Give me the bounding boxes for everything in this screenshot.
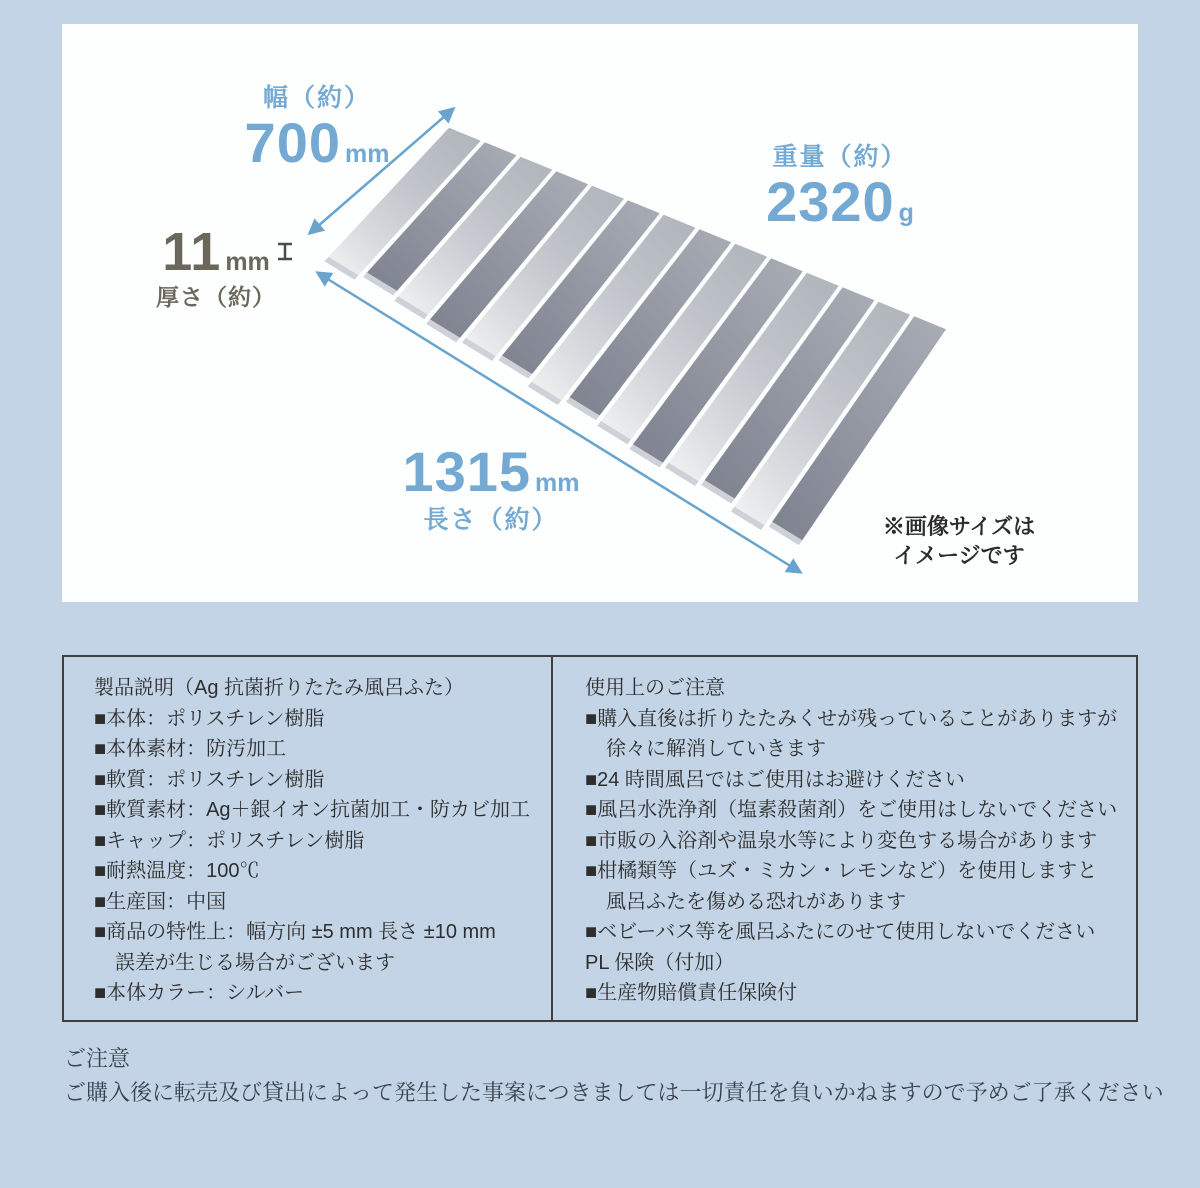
spec-line: 誤差が生じる場合がございます [115,951,395,974]
thickness-value: 11 [162,222,222,282]
spec-line: 風呂ふたを傷める恐れがあります [606,890,906,913]
spec-line: ■購入直後は折りたたみくせが残っていることがありますが [585,707,1118,730]
length-dimension [391,441,591,534]
spec-box [62,655,1138,1022]
length-label: 長さ（約） [423,506,559,534]
footer-note-body: ご購入後に転売及び貸出によって発生した事案につきましては一切責任を負いかねますので予めご了承ください [64,1080,1164,1105]
spec-line: ■軟質：ポリスチレン樹脂 [94,768,325,791]
usage-notes-column [553,657,1136,1020]
product-description-title: 製品説明（Ag 抗菌折りたたみ風呂ふた） [94,677,465,699]
product-diagram-card [62,24,1138,602]
width-value: 700 [244,111,341,174]
spec-line: ■24 時間風呂ではご使用はお避けください [585,768,965,791]
weight-value: 2320 [766,170,895,233]
product-description-list [94,704,545,1009]
spec-line: ■キャップ：ポリスチレン樹脂 [94,829,365,852]
width-unit: mm [344,140,390,168]
spec-line: ■風呂水洗浄剤（塩素殺菌剤）をご使用はしないでください [585,799,1118,821]
image-size-note-line1: ※画像サイズは [882,514,1036,539]
spec-line: ■本体カラー：シルバー [94,982,305,1004]
spec-line: ■商品の特性上：幅方向 ±5 mm 長さ ±10 mm [94,921,496,943]
spec-line: ■本体：ポリスチレン樹脂 [94,707,325,730]
length-unit: mm [535,469,580,497]
thickness-label: 厚さ（約） [156,284,276,310]
width-dimension [217,84,417,174]
spec-line: PL 保険（付加） [585,951,735,974]
spec-line: ■柑橘類等（ユズ・ミカン・レモンなど）を使用しますと [585,860,1098,882]
thickness-unit: mm [225,248,270,276]
weight-dimension [740,143,940,233]
image-size-note-line2: イメージです [893,543,1025,568]
width-label: 幅（約） [262,84,371,112]
usage-notes-list [585,704,1130,1009]
usage-notes-title: 使用上のご注意 [585,677,725,699]
weight-label: 重量（約） [772,143,908,171]
spec-line: ■ベビーバス等を風呂ふたにのせて使用しないでください [585,921,1096,943]
footer-note-title: ご注意 [64,1046,131,1071]
image-size-note [859,512,1059,570]
spec-line: ■軟質素材：Ag＋銀イオン抗菌加工・防カビ加工 [94,799,530,821]
spec-line: ■市販の入浴剤や温泉水等により変色する場合があります [585,829,1098,852]
thickness-dimension [151,222,281,311]
spec-line: 徐々に解消していきます [606,738,826,760]
weight-unit: g [898,199,914,227]
spec-line: ■生産国：中国 [94,890,227,913]
spec-line: ■耐熱温度：100℃ [94,860,260,882]
footer-note [64,1042,1164,1110]
length-value: 1315 [402,440,532,503]
product-description-column [64,657,553,1020]
spec-line: ■本体素材：防汚加工 [94,738,287,760]
spec-line: ■生産物賠償責任保険付 [585,982,798,1004]
